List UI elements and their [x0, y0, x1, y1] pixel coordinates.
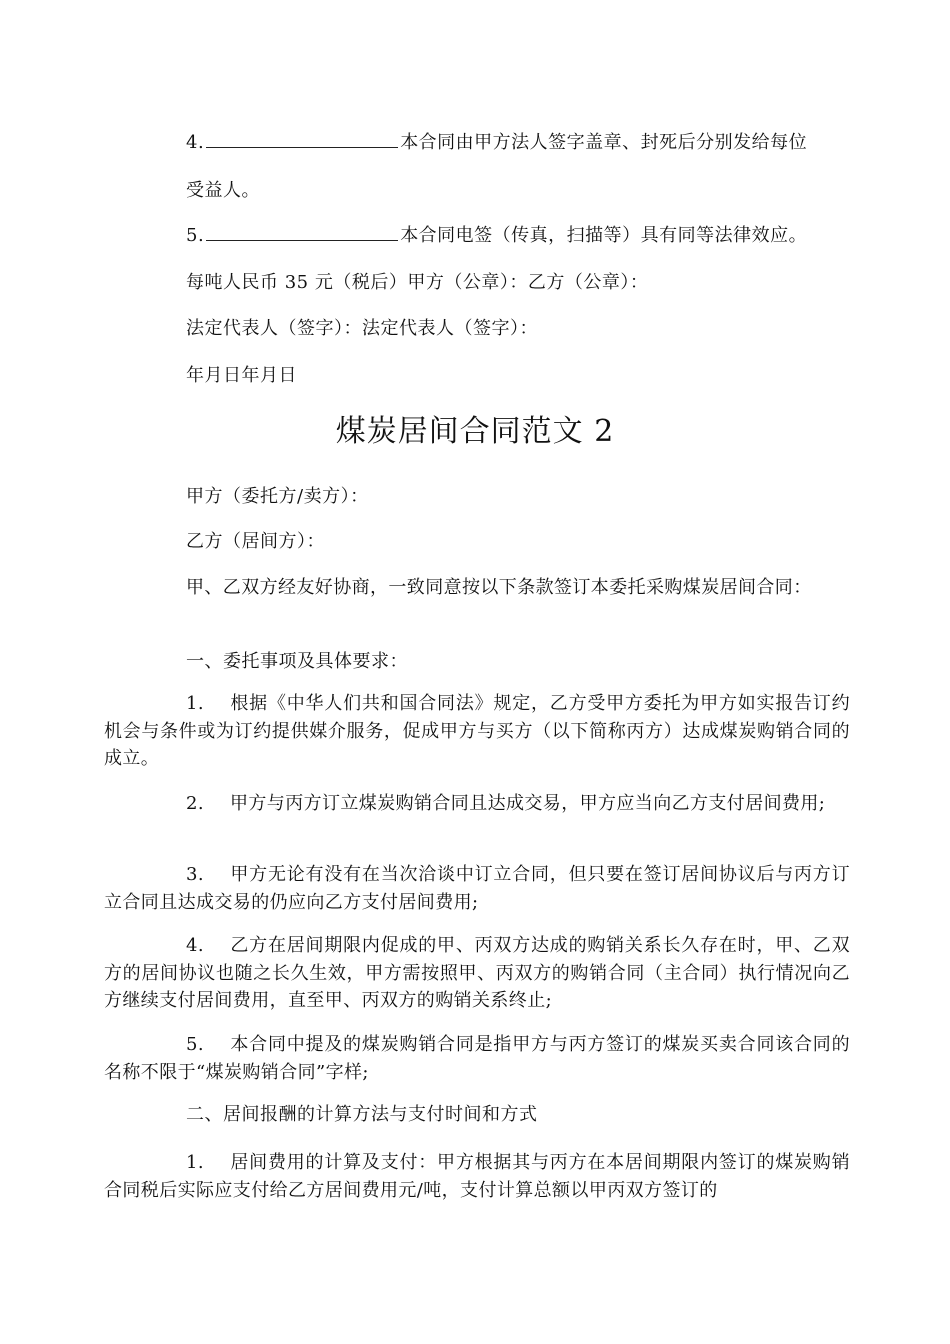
section-1-item-3	[104, 861, 850, 916]
party-a-line: 甲方（委托方/卖方）：	[186, 486, 369, 507]
party-b-line: 乙方（居间方）：	[186, 531, 325, 552]
clause-5-number: 5.	[186, 225, 205, 246]
section-1-heading: 一、委托事项及具体要求：	[186, 651, 408, 672]
clause-5-blank	[206, 224, 398, 241]
clause-5-line	[186, 224, 807, 248]
item-number: 1.	[186, 693, 204, 714]
item-number: 1.	[186, 1152, 204, 1173]
item-number: 2.	[186, 793, 204, 814]
item-number: 5.	[186, 1034, 204, 1055]
section-2-item-1	[104, 1149, 850, 1204]
section-1-item-5	[104, 1031, 850, 1086]
clause-4-blank	[206, 131, 398, 148]
clause-4-continuation: 受益人。	[186, 180, 260, 201]
document-title: 煤炭居间合同范文 2	[335, 414, 615, 449]
item-text: 本合同中提及的煤炭购销合同是指甲方与丙方签订的煤炭买卖合同该合同的名称不限于“煤炭购销合同”字样;	[104, 1034, 850, 1083]
item-number: 4.	[186, 935, 204, 956]
clause-4-number: 4.	[186, 132, 205, 153]
clause-5-text: 本合同电签（传真，扫描等）具有同等法律效应。	[400, 225, 808, 246]
clause-4-line	[186, 131, 807, 155]
item-text: 根据《中华人们共和国合同法》规定，乙方受甲方委托为甲方如实报告订约机会与条件或为订约提供媒介服务，促成甲方与买方（以下简称丙方）达成煤炭购销合同的成立。	[104, 693, 850, 769]
item-number: 3.	[186, 864, 204, 885]
section-1-item-1	[104, 690, 850, 773]
clause-4-text: 本合同由甲方法人签字盖章、封死后分别发给每位	[400, 132, 808, 153]
item-text: 乙方在居间期限内促成的甲、丙双方达成的购销关系长久存在时，甲、乙双方的居间协议也随之长久生效，甲方需按照甲、丙双方的购销合同（主合同）执行情况向乙方继续支付居间费用，直至甲、丙双方的购销关系终止;	[104, 935, 850, 1011]
representative-line: 法定代表人（签字）：法定代表人（签字）：	[186, 318, 538, 339]
section-1-item-2	[104, 790, 850, 818]
item-text: 居间费用的计算及支付：甲方根据其与丙方在本居间期限内签订的煤炭购销合同税后实际应支付给乙方居间费用元/吨，支付计算总额以甲丙双方签订的	[104, 1152, 850, 1201]
intro-paragraph: 甲、乙双方经友好协商，一致同意按以下条款签订本委托采购煤炭居间合同：	[186, 577, 812, 598]
price-seal-line: 每吨人民币 35 元（税后）甲方（公章）：乙方（公章）：	[186, 272, 649, 293]
section-1-item-4	[104, 932, 850, 1015]
item-text: 甲方与丙方订立煤炭购销合同且达成交易，甲方应当向乙方支付居间费用;	[230, 793, 826, 814]
item-text: 甲方无论有没有在当次洽谈中订立合同，但只要在签订居间协议后与丙方订立合同且达成交易的仍应向乙方支付居间费用;	[104, 864, 850, 913]
section-2-heading: 二、居间报酬的计算方法与支付时间和方式	[186, 1104, 538, 1125]
date-line: 年月日年月日	[186, 365, 297, 386]
